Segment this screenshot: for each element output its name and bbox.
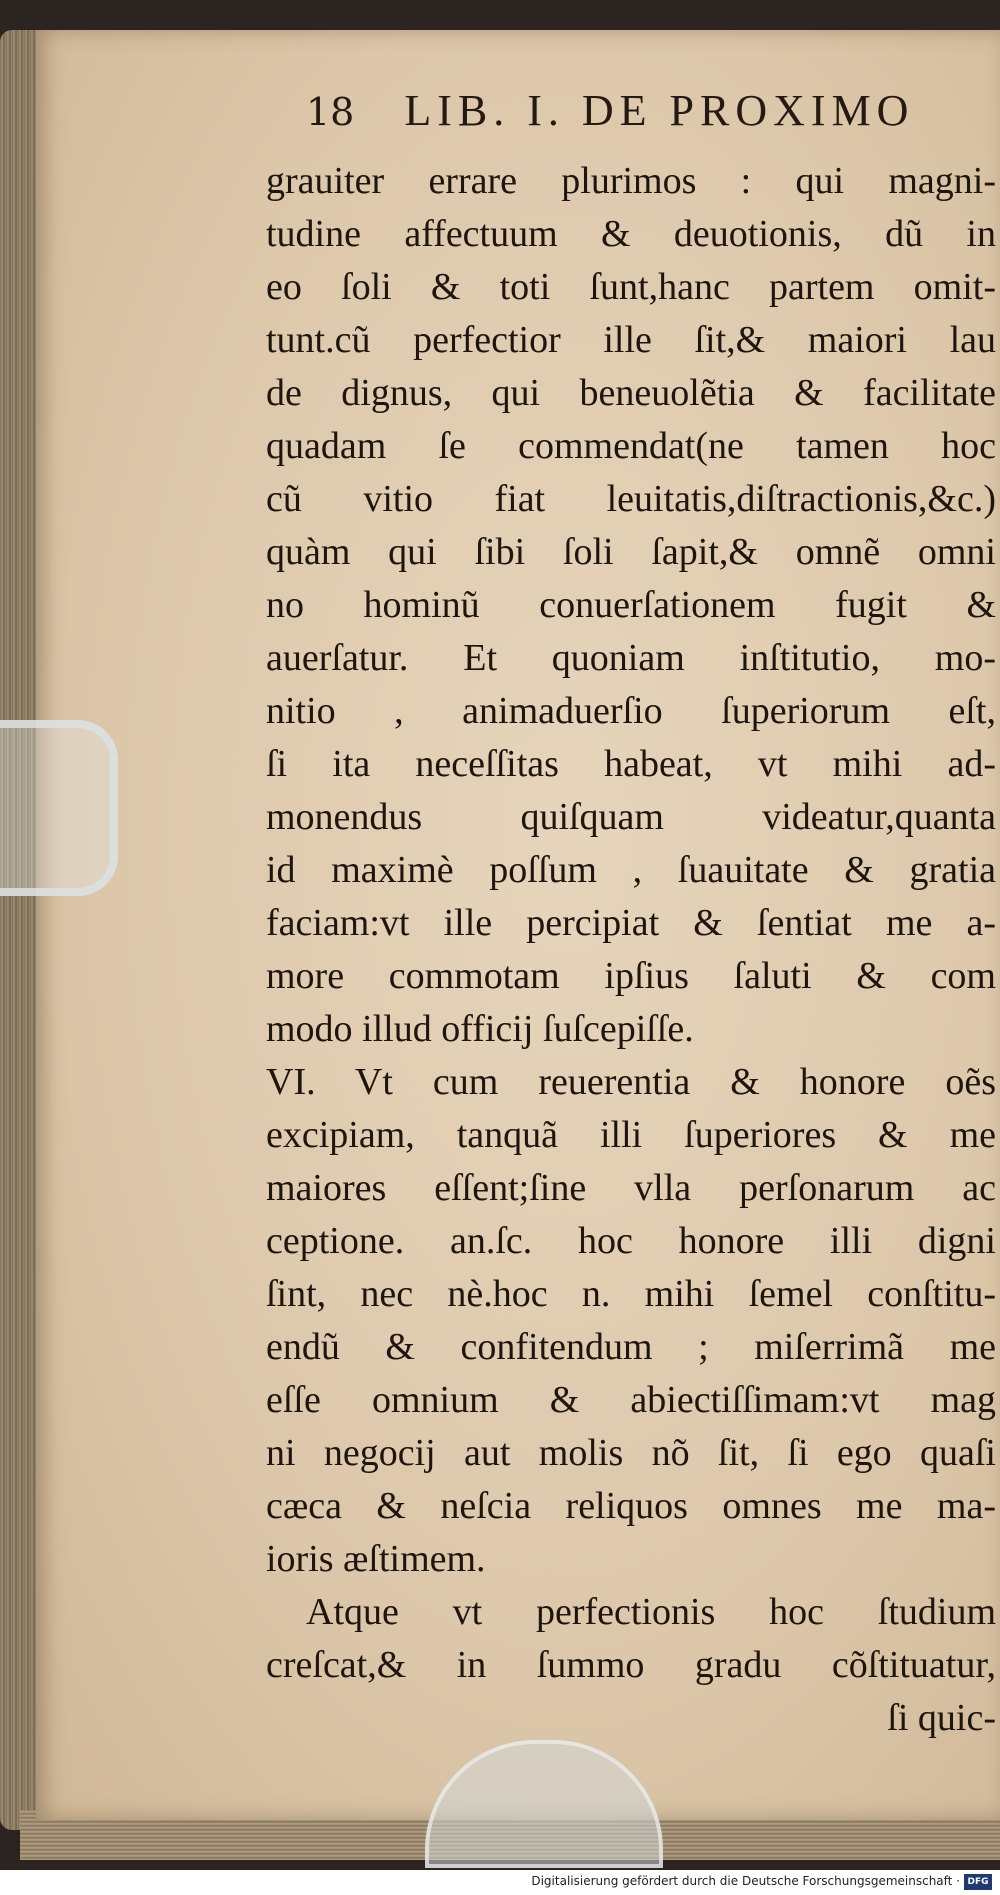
footer-credit: Digitalisierung gefördert durch die Deutsche Forschungsgemeinschaft ·: [531, 1874, 960, 1888]
text-line: ni negocij aut molis nõ ſit, ſi ego quaſi: [266, 1432, 996, 1474]
text-line: cũ vitio fiat leuitatis,diſtractionis,&c.): [266, 478, 996, 520]
text-line: eo ſoli & toti ſunt,hanc partem omit-: [266, 266, 996, 308]
text-line: quadam ſe commendat(ne tamen hoc: [266, 425, 996, 467]
dfg-logo-icon: DFG: [964, 1874, 992, 1890]
text-line: eſſe omnium & abiectiſſimam:vt mag: [266, 1379, 996, 1421]
text-line: ſint, nec nè.hoc n. mihi ſemel conſtitu-: [266, 1273, 996, 1315]
digitization-footer: [0, 1870, 1000, 1895]
text-line: maiores eſſent;ſine vlla perſonarum ac: [266, 1167, 996, 1209]
text-line: Atque vt perfectionis hoc ſtudium: [306, 1591, 996, 1633]
text-line: quàm qui ſibi ſoli ſapit,& omnẽ omni: [266, 531, 996, 573]
book-page: [36, 30, 1000, 1820]
text-line: nitio , animaduerſio ſuperiorum eſt,: [266, 690, 996, 732]
text-line: de dignus, qui beneuolẽtia & facilitate: [266, 372, 996, 414]
page-clip: [0, 720, 118, 896]
text-line: monendus quiſquam videatur,quanta: [266, 796, 996, 838]
text-line: more commotam ipſius ſaluti & com: [266, 955, 996, 997]
text-line: faciam:vt ille percipiat & ſentiat me a-: [266, 902, 996, 944]
text-line: excipiam, tanquã illi ſuperiores & me: [266, 1114, 996, 1156]
running-head-title: LIB. I. DE PROXIMO: [404, 86, 915, 135]
running-head: [266, 85, 996, 155]
text-line: grauiter errare plurimos : qui magni-: [266, 160, 996, 202]
text-line: endũ & confitendum ; miſerrimã me: [266, 1326, 996, 1368]
page-text-block: [266, 85, 996, 1745]
text-line: auerſatur. Et quoniam inſtitutio, mo-: [266, 637, 996, 679]
text-line: ſi ita neceſſitas habeat, vt mihi ad-: [266, 743, 996, 785]
text-line: creſcat,& in ſummo gradu cõſtituatur,: [266, 1644, 996, 1686]
text-line: id maximè poſſum , ſuauitate & gratia: [266, 849, 996, 891]
text-line: tunt.cũ perfectior ille ſit,& maiori lau: [266, 319, 996, 361]
page-number: 18: [306, 90, 355, 134]
text-line: tudine affectuum & deuotionis, dũ in: [266, 213, 996, 255]
text-line: cæca & neſcia reliquos omnes me ma-: [266, 1485, 996, 1527]
catchword: ſi quic-: [887, 1697, 996, 1739]
text-line: VI. Vt cum reuerentia & honore oẽs: [266, 1061, 996, 1103]
text-line: modo illud officij ſuſcepiſſe.: [266, 1008, 694, 1050]
text-line: ioris æſtimem.: [266, 1538, 486, 1580]
text-line: no hominũ conuerſationem fugit &: [266, 584, 996, 626]
text-line: ceptione. an.ſc. hoc honore illi digni: [266, 1220, 996, 1262]
